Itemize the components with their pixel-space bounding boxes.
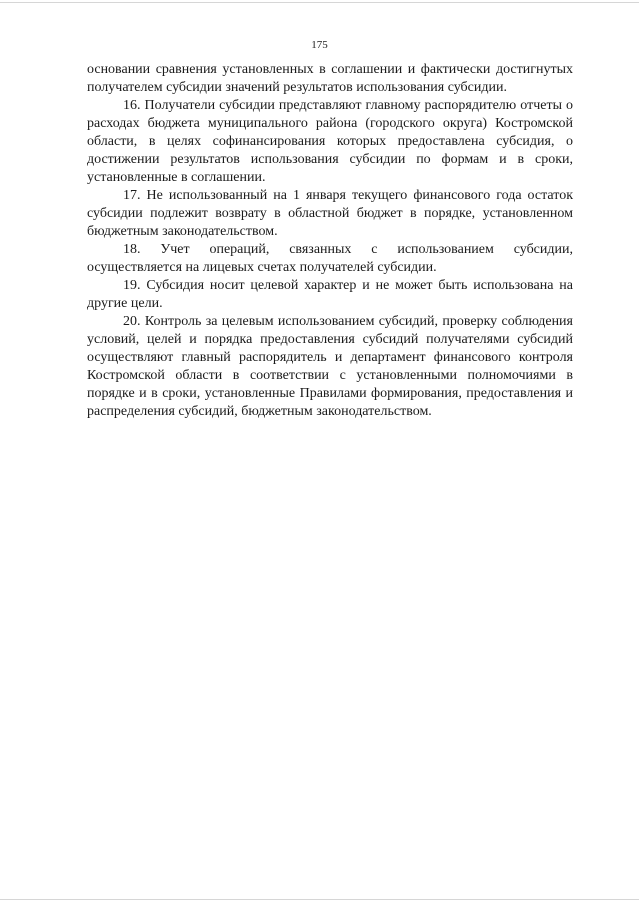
paragraph-item-16: 16. Получатели субсидии представляют главному распорядителю отчеты о расходах бюджета муниципального района (городского округа) Костромской области, в целях софинансирования которых предоставлена субсидия, о достижении результатов использования субсидии по формам и в сроки, установленные в соглашении. <box>87 98 573 185</box>
top-page-edge <box>0 2 639 3</box>
page-number: 175 <box>311 39 328 51</box>
paragraph-item-19: 19. Субсидия носит целевой характер и не может быть использована на другие цели. <box>87 278 573 311</box>
bottom-page-edge <box>0 899 639 900</box>
paragraph-item-17: 17. Не использованный на 1 января текущего финансового года остаток субсидии подлежит возврату в областной бюджет в порядке, установленном бюджетным законодательством. <box>87 188 573 239</box>
paragraph-item-18: 18. Учет операций, связанных с использованием субсидии, осуществляется на лицевых счетах получателей субсидии. <box>87 242 573 275</box>
document-body <box>87 61 573 421</box>
paragraph-continuation: основании сравнения установленных в соглашении и фактически достигнутых получателем субсидии значений результатов использования субсидии. <box>87 62 573 95</box>
paragraph-item-20: 20. Контроль за целевым использованием субсидий, проверку соблюдения условий, целей и порядка предоставления субсидий получателями субсидий осуществляют главный распорядитель и департамент финансового контроля Костромской области в соответствии с установленными полномочиями в порядке и в сроки, установленные Правилами формирования, предоставления и распределения субсидий, бюджетным законодательством. <box>87 314 573 419</box>
